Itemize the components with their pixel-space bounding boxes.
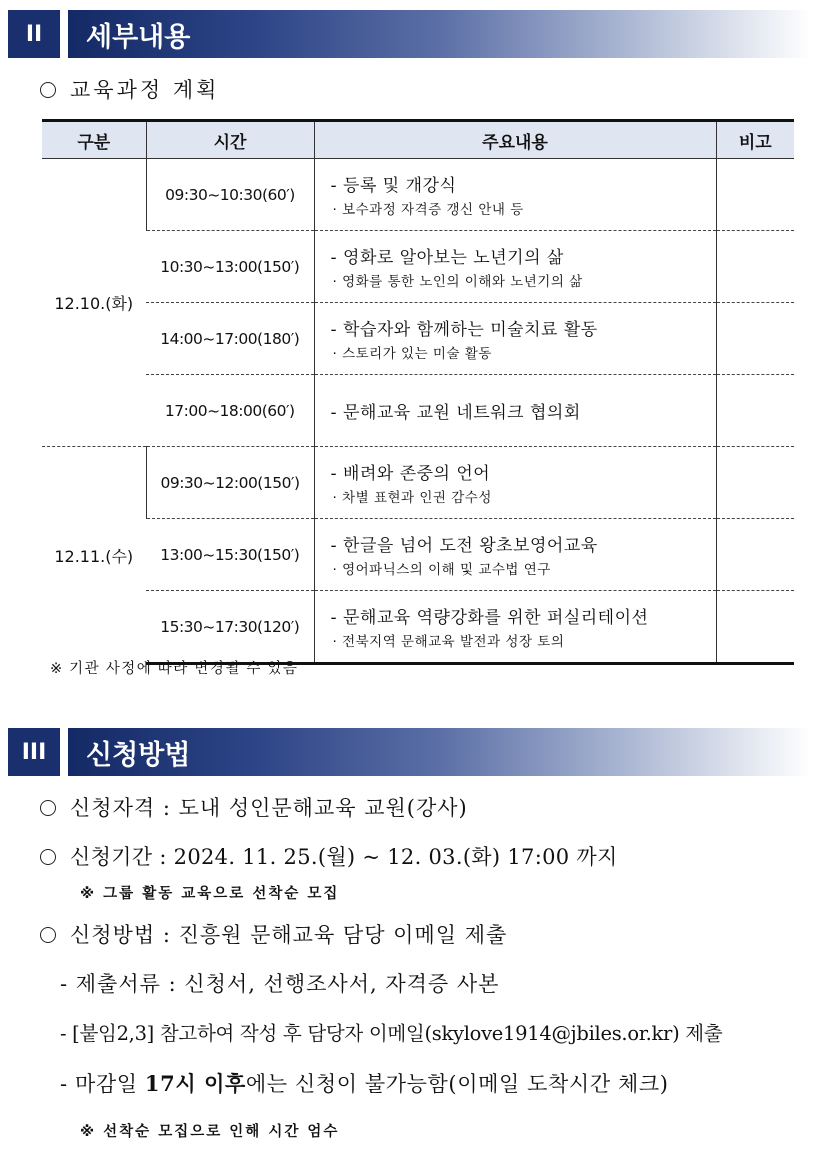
note-cell xyxy=(716,231,794,303)
time-cell: 17:00~18:00(60′) xyxy=(146,375,314,447)
documents-line: - 제출서류 : 신청서, 선행조사서, 자격증 사본 xyxy=(60,972,500,996)
content-sub: · 영화를 통한 노인의 이해와 노년기의 삶 xyxy=(332,274,583,290)
deadline-suffix: 에는 신청이 불가능함(이메일 도착시간 체크) xyxy=(245,1072,669,1096)
method-text: 신청방법 : 진흥원 문해교육 담당 이메일 제출 xyxy=(70,923,508,947)
period-note: ※ 그룹 활동 교육으로 선착순 모집 xyxy=(80,886,340,902)
time-cell: 09:30~10:30(60′) xyxy=(146,159,314,231)
section-title: 세부내용 xyxy=(68,10,811,58)
section-header-2 xyxy=(8,10,811,58)
note-cell xyxy=(716,447,794,519)
table-row xyxy=(42,303,794,375)
time-cell: 10:30~13:00(150′) xyxy=(146,231,314,303)
content-cell xyxy=(314,519,716,591)
qualification-line xyxy=(40,792,468,822)
table-row xyxy=(42,519,794,591)
time-cell: 13:00~15:30(150′) xyxy=(146,519,314,591)
section-number: III xyxy=(8,728,60,776)
time-cell: 15:30~17:30(120′) xyxy=(146,591,314,664)
circle-bullet-icon xyxy=(40,849,56,865)
note-cell xyxy=(716,591,794,664)
content-main: - 배려와 존중의 언어 xyxy=(330,464,491,484)
content-main: - 학습자와 함께하는 미술치료 활동 xyxy=(330,320,598,340)
content-main: - 등록 및 개강식 xyxy=(330,176,457,196)
content-sub: · 전북지역 문해교육 발전과 성장 토의 xyxy=(332,634,565,650)
time-cell: 14:00~17:00(180′) xyxy=(146,303,314,375)
table-row xyxy=(42,231,794,303)
header-category: 구분 xyxy=(42,121,146,159)
table-note: ※ 기관 사정에 따라 변경될 수 있음 xyxy=(50,661,299,677)
content-cell xyxy=(314,591,716,664)
qualification-text: 신청자격 : 도내 성인문해교육 교원(강사) xyxy=(70,796,468,820)
header-note: 비고 xyxy=(716,121,794,159)
plan-heading: 교육과정 계획 xyxy=(70,78,220,102)
content-main: - 문해교육 역량강화를 위한 퍼실리테이션 xyxy=(330,608,649,628)
content-sub: · 보수과정 자격증 갱신 안내 등 xyxy=(332,202,524,218)
content-sub: · 차별 표현과 인권 감수성 xyxy=(332,490,492,506)
content-sub: · 스토리가 있는 미술 활동 xyxy=(332,346,492,362)
method-line xyxy=(40,919,507,949)
table-row xyxy=(42,159,794,231)
date-cell: 12.10.(화) xyxy=(54,294,134,313)
section-header-3 xyxy=(8,728,811,776)
date-cell: 12.11.(수) xyxy=(42,447,146,664)
section-number: II xyxy=(8,10,60,58)
plan-heading-line xyxy=(40,74,219,104)
attachment-line: - [붙임2,3] 참고하여 작성 후 담당자 이메일(skylove1914@jbiles.or.kr) 제출 xyxy=(60,1022,723,1045)
note-cell xyxy=(716,303,794,375)
content-cell xyxy=(314,447,716,519)
final-note: ※ 선착순 모집으로 인해 시간 엄수 xyxy=(80,1124,340,1140)
content-cell xyxy=(314,231,716,303)
content-cell xyxy=(314,375,716,447)
circle-bullet-icon xyxy=(40,82,56,98)
note-cell xyxy=(716,375,794,447)
note-cell xyxy=(716,519,794,591)
circle-bullet-icon xyxy=(40,927,56,943)
header-content: 주요내용 xyxy=(314,121,716,159)
schedule-table xyxy=(42,119,794,665)
table-row xyxy=(42,591,794,664)
table-row xyxy=(42,375,794,447)
content-main: - 문해교육 교원 네트워크 협의회 xyxy=(330,403,581,423)
content-main: - 한글을 넘어 도전 왕초보영어교육 xyxy=(330,536,598,556)
header-time: 시간 xyxy=(146,121,314,159)
deadline-line xyxy=(60,1068,669,1098)
content-cell xyxy=(314,159,716,231)
note-cell xyxy=(716,159,794,231)
content-main: - 영화로 알아보는 노년기의 삶 xyxy=(330,248,564,268)
circle-bullet-icon xyxy=(40,800,56,816)
deadline-emphasis: 17시 이후 xyxy=(144,1071,246,1096)
period-text: 신청기간 : 2024. 11. 25.(월) ~ 12. 03.(화) 17:00 까지 xyxy=(70,845,618,869)
period-line xyxy=(40,841,618,871)
table-row xyxy=(42,447,794,519)
section-title: 신청방법 xyxy=(68,728,811,776)
deadline-prefix: - 마감일 xyxy=(60,1072,145,1096)
time-cell: 09:30~12:00(150′) xyxy=(146,447,314,519)
content-cell xyxy=(314,303,716,375)
content-sub: · 영어파닉스의 이해 및 교수법 연구 xyxy=(332,562,551,578)
